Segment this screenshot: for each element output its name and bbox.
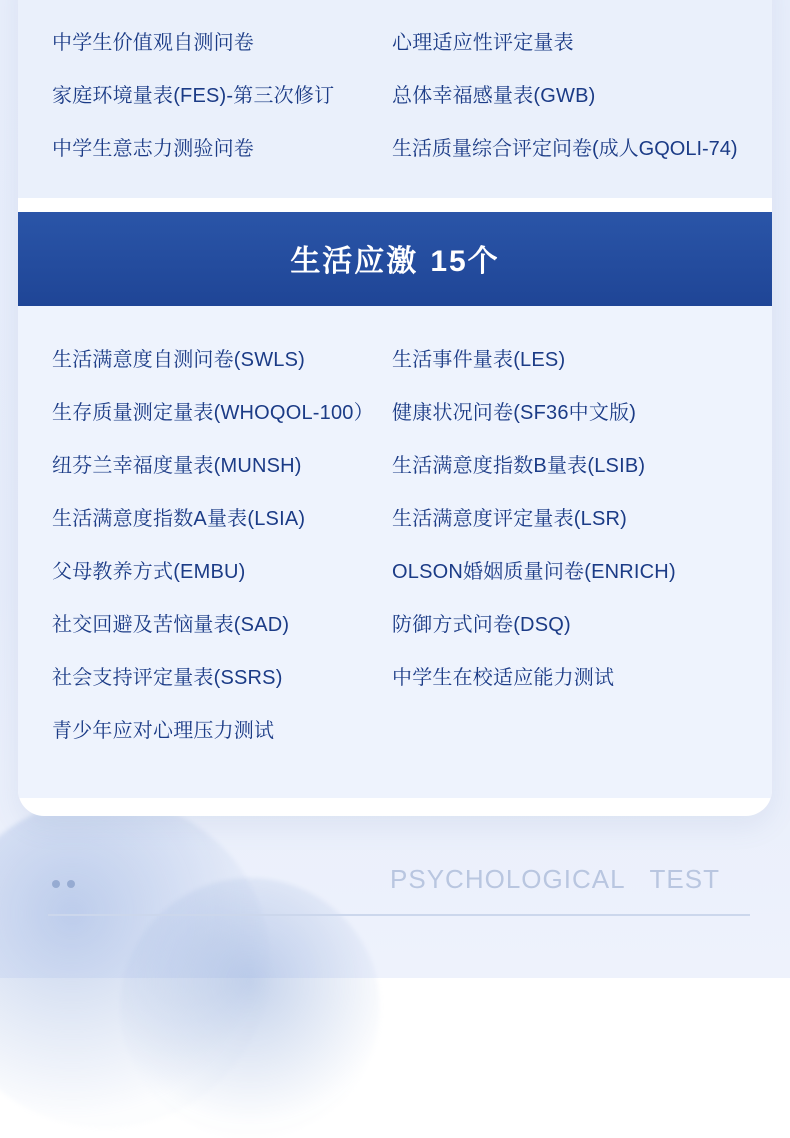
list-item[interactable]: 防御方式问卷(DSQ): [392, 614, 571, 636]
list-item[interactable]: [392, 0, 738, 17]
section-banner-count: 15个: [430, 245, 500, 278]
list-item[interactable]: 生活质量综合评定问卷(成人GQOLI-74): [392, 138, 738, 160]
content-card: [18, 0, 772, 816]
list-item[interactable]: 纽芬兰幸福度量表(MUNSH): [52, 455, 302, 477]
card-inner: [18, 0, 772, 798]
list-item[interactable]: 社会支持评定量表(SSRS): [52, 667, 283, 689]
list-item[interactable]: 生活满意度评定量表(LSR): [392, 508, 628, 530]
section-banner: [18, 212, 772, 306]
list-item[interactable]: 生活满意度自测问卷(SWLS): [52, 349, 305, 371]
list-item[interactable]: 中学生在校适应能力测试: [392, 667, 615, 689]
list-item[interactable]: [52, 0, 392, 17]
list-item[interactable]: 青少年应对心理压力测试: [52, 720, 275, 742]
list-item[interactable]: 生活事件量表(LES): [392, 349, 566, 371]
footer-brand-text: [390, 864, 720, 895]
footer-divider: [48, 914, 750, 916]
footer-dots: [52, 880, 75, 888]
top-questionnaire-section: [18, 0, 772, 198]
section-banner-title: 生活应激: [290, 245, 419, 278]
list-item[interactable]: 父母教养方式(EMBU): [52, 561, 246, 583]
page-footer: [0, 838, 790, 978]
list-item[interactable]: 总体幸福感量表(GWB): [392, 85, 596, 107]
list-item[interactable]: 心理适应性评定量表: [392, 32, 574, 54]
top-questionnaire-grid: [18, 0, 772, 176]
dot-icon: [52, 880, 60, 888]
list-item[interactable]: 生活满意度指数B量表(LSIB): [392, 455, 646, 477]
list-item[interactable]: 生存质量测定量表(WHOQOL-100）: [52, 402, 374, 424]
list-item[interactable]: OLSON婚姻质量问卷(ENRICH): [392, 561, 676, 583]
list-item[interactable]: 生活满意度指数A量表(LSIA): [52, 508, 306, 530]
life-stress-section: [18, 306, 772, 798]
dot-icon: [67, 880, 75, 888]
list-item[interactable]: 家庭环境量表(FES)-第三次修订: [52, 85, 335, 107]
list-item[interactable]: 社交回避及苦恼量表(SAD): [52, 614, 290, 636]
list-item[interactable]: 中学生价值观自测问卷: [52, 32, 254, 54]
footer-word-psychological: PSYCHOLOGICAL: [390, 864, 626, 894]
list-item[interactable]: 健康状况问卷(SF36中文版): [392, 402, 637, 424]
list-item[interactable]: 中学生意志力测验问卷: [52, 138, 254, 160]
footer-word-test: TEST: [649, 864, 720, 894]
life-stress-grid: [18, 334, 772, 758]
